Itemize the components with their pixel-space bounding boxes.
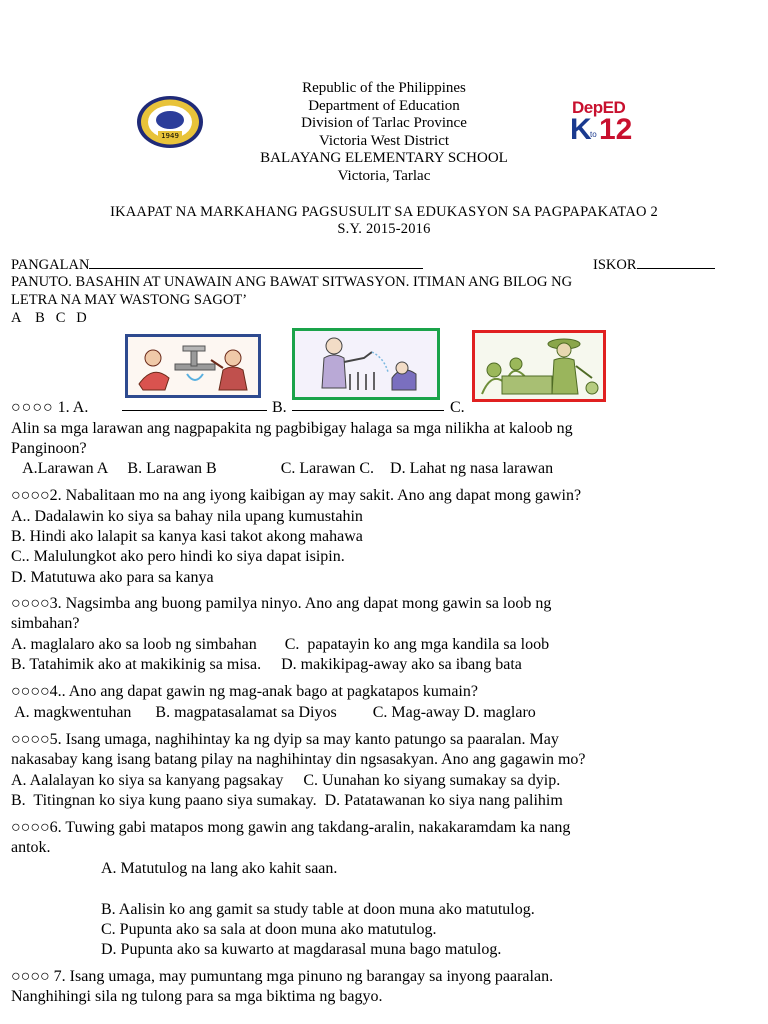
question-1-choices: A.Larawan A B. Larawan B C. Larawan C. D. Lahat ng nasa larawan (11, 460, 554, 477)
answer-letters: A B C D (11, 310, 87, 326)
question-6-choice-d: D. Pupunta ako sa kuwarto at magdarasal muna bago matulog. (101, 941, 502, 958)
picture-b-children-watering-plants (292, 328, 440, 400)
question-1-text-1: Alin sa mga larawan ang nagpapakita ng pagbibigay halaga sa mga nilikha at kaloob ng (11, 420, 573, 437)
header-school: BALAYANG ELEMENTARY SCHOOL (260, 150, 508, 166)
header-republic: Republic of the Philippines (302, 80, 466, 96)
question-3-line-2: simbahan? (11, 615, 80, 632)
question-1-options-row (11, 398, 88, 418)
question-3-choices-bd: B. Tatahimik ako at makikinig sa misa. D. makikipag-away ako sa ibang bata (11, 656, 522, 673)
question-6-line-1: ○○○○6. Tuwing gabi matapos mong gawin ang takdang-aralin, nakakaramdam ka nang (11, 819, 571, 836)
deped-logo-text: DepED (572, 98, 626, 117)
instructions-line-1: PANUTO. BASAHIN AT UNAWAIN ANG BAWAT SITWASYON. ITIMAN ANG BILOG NG (11, 274, 573, 290)
question-2-choice-c: C.. Malulungkot ako pero hindi ko siya dapat isipin. (11, 548, 345, 565)
question-6-choice-b: B. Aalisin ko ang gamit sa study table at doon muna ako matutulog. (101, 901, 535, 918)
option-b-blank (292, 397, 444, 411)
name-blank[interactable] (89, 254, 423, 269)
header-district: Victoria West District (318, 132, 450, 149)
question-3-line-1: ○○○○3. Nagsimba ang buong pamilya ninyo. Ano ang dapat mong gawin sa loob ng (11, 595, 552, 612)
school-seal-logo (136, 95, 204, 149)
k12-logo-12: 12 (599, 113, 633, 146)
deped-k12-logo (570, 98, 636, 148)
question-5-choices-ac: A. Aalalayan ko siya sa kanyang pagsakay C. Uunahan ko siyang sumakay sa dyip. (11, 772, 561, 789)
question-2-choice-a: A.. Dadalawin ko siya sa bahay nila upang kumustahin (11, 508, 363, 525)
question-5-choices-bd: B. Titingnan ko siya kung paano siya sumakay. D. Patatawanan ko siya nang palihim (11, 792, 563, 809)
question-6-choice-a: A. Matutulog na lang ako kahit saan. (101, 860, 338, 877)
question-1-text-2: Panginoon? (11, 440, 87, 457)
score-field[interactable] (593, 254, 715, 275)
k12-logo-k: K (570, 113, 592, 146)
option-b-label: B. (272, 399, 287, 416)
option-a-label: 1. A. (53, 399, 89, 416)
question-3-choices-ac: A. maglalaro ako sa loob ng simbahan C. papatayin ko ang mga kandila sa loob (11, 636, 550, 653)
instructions-line-2: LETRA NA MAY WASTONG SAGOT’ (11, 292, 248, 308)
question-2-choice-d: D. Matutuwa ako para sa kanya (11, 569, 214, 586)
option-a-blank (122, 397, 267, 411)
seal-year: 1949 (161, 132, 179, 140)
exam-title: IKAAPAT NA MARKAHANG PAGSUSULIT SA EDUKASYON SA PAGPAPAKATAO 2 (110, 204, 658, 220)
question-7-line-2: Nanghihingi sila ng tulong para sa mga biktima ng bagyo. (11, 988, 383, 1005)
question-5-line-2: nakasabay kang isang batang pilay na naghihintay din ngsasakyan. Ano ang gagawin mo? (11, 751, 586, 768)
k12-logo-to: to (590, 130, 597, 139)
question-4-choices: A. magkwentuhan B. magpatasalamat sa Diyos C. Mag-away D. maglaro (11, 704, 536, 721)
header-place: Victoria, Tarlac (337, 167, 431, 184)
school-year: S.Y. 2015-2016 (337, 221, 431, 237)
score-label: ISKOR (593, 257, 637, 273)
question-4: ○○○○4.. Ano ang dapat gawin ng mag-anak bago at pagkatapos kumain? (11, 683, 478, 700)
question-2-choice-b: B. Hindi ako lalapit sa kanya kasi takot akong mahawa (11, 528, 363, 545)
question-7-line-1: ○○○○ 7. Isang umaga, may pumuntang mga pinuno ng barangay sa inyong paaralan. (11, 968, 554, 985)
question-2: ○○○○2. Nabalitaan mo na ang iyong kaibigan ay may sakit. Ano ang dapat mong gawin? (11, 487, 582, 504)
question-5-line-1: ○○○○5. Isang umaga, naghihintay ka ng dyip sa may kanto patungo sa paaralan. May (11, 731, 559, 748)
question-6-line-2: antok. (11, 839, 51, 856)
header-department: Department of Education (308, 97, 460, 114)
score-blank[interactable] (637, 254, 715, 269)
option-c-label: C. (450, 399, 465, 416)
header-division: Division of Tarlac Province (301, 115, 467, 131)
question-6-choice-c: C. Pupunta ako sa sala at doon muna ako matutulog. (101, 921, 437, 938)
answer-bubbles[interactable]: ○○○○ (11, 399, 54, 416)
picture-a-children-fixing-faucet (125, 334, 261, 398)
picture-c-farmer-in-garden (472, 330, 606, 402)
name-label: PANGALAN (11, 257, 90, 273)
